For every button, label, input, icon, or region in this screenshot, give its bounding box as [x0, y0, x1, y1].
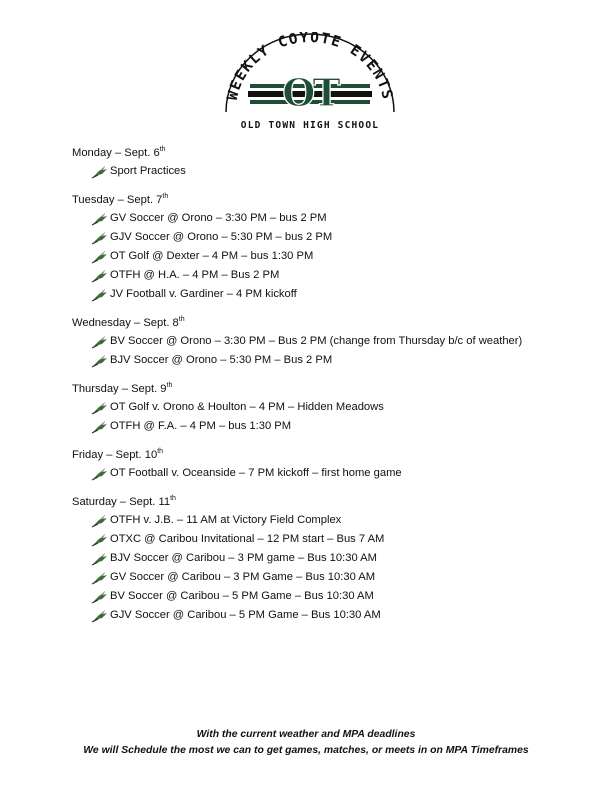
day-section [72, 447, 572, 483]
coyote-icon [90, 532, 108, 548]
event-text: GV Soccer @ Orono – 3:30 PM – bus 2 PM [110, 212, 327, 224]
coyote-icon [90, 589, 108, 605]
coyote-icon [90, 287, 108, 303]
ordinal-suffix: th [170, 495, 176, 502]
day-section [72, 494, 572, 625]
coyote-icon [90, 551, 108, 567]
event-text: OTXC @ Caribou Invitational – 12 PM start – Bus 7 AM [110, 533, 385, 545]
event-item [72, 606, 572, 625]
logo-arc-text: WEEKLY COYOTE EVENTS [224, 32, 396, 102]
event-text: OT Football v. Oceanside – 7 PM kickoff – first home game [110, 467, 402, 479]
day-heading [72, 192, 572, 209]
coyote-icon [90, 513, 108, 529]
event-item [72, 285, 572, 304]
day-heading [72, 447, 572, 464]
coyote-icon [90, 353, 108, 369]
event-text: GJV Soccer @ Caribou – 5 PM Game – Bus 10:30 AM [110, 609, 381, 621]
coyote-icon [90, 419, 108, 435]
event-text: OTFH @ H.A. – 4 PM – Bus 2 PM [110, 269, 280, 281]
day-heading-text: Monday – Sept. 6 [72, 147, 160, 159]
logo-monogram: OT [282, 70, 338, 115]
day-section [72, 381, 572, 436]
event-item [72, 266, 572, 285]
coyote-icon [90, 466, 108, 482]
event-item [72, 417, 572, 436]
event-item [72, 162, 572, 181]
ordinal-suffix: th [157, 448, 164, 455]
logo-graphic [222, 32, 398, 136]
event-text: BJV Soccer @ Caribou – 3 PM game – Bus 10:30 AM [110, 552, 377, 564]
day-heading-text: Tuesday – Sept. 7 [72, 194, 163, 206]
event-text: OTFH @ F.A. – 4 PM – bus 1:30 PM [110, 420, 292, 432]
coyote-icon [90, 334, 108, 350]
event-text: GJV Soccer @ Orono – 5:30 PM – bus 2 PM [110, 231, 333, 243]
event-item [72, 332, 572, 351]
day-heading-text: Wednesday – Sept. 8 [72, 317, 179, 329]
events-list [72, 145, 572, 636]
day-heading [72, 381, 572, 398]
logo-school-name: OLD TOWN HIGH SCHOOL [240, 120, 380, 131]
event-item [72, 247, 572, 266]
ordinal-suffix: th [162, 193, 169, 200]
day-heading [72, 494, 572, 511]
event-item [72, 209, 572, 228]
day-heading-text: Thursday – Sept. 9 [72, 383, 167, 395]
day-section [72, 192, 572, 304]
event-item [72, 398, 572, 417]
coyote-icon [90, 268, 108, 284]
coyote-icon [90, 608, 108, 624]
coyote-icon [90, 164, 108, 180]
event-item [72, 464, 572, 483]
weekly-coyote-events-logo [222, 32, 398, 136]
event-item [72, 511, 572, 530]
event-item [72, 587, 572, 606]
day-heading [72, 315, 572, 332]
day-heading-text: Saturday – Sept. 11 [72, 496, 171, 508]
ordinal-suffix: th [178, 316, 185, 323]
event-text: OTFH v. J.B. – 11 AM at Victory Field Complex [110, 514, 342, 526]
coyote-icon [90, 400, 108, 416]
event-text: OT Golf v. Orono & Houlton – 4 PM – Hidden Meadows [110, 401, 384, 413]
event-item [72, 351, 572, 370]
footer-note [0, 727, 612, 759]
ordinal-suffix: th [166, 382, 173, 389]
event-text: BV Soccer @ Orono – 3:30 PM – Bus 2 PM (change from Thursday b/c of weather) [110, 335, 523, 347]
footer-line-1: With the current weather and MPA deadlines [196, 729, 416, 740]
coyote-icon [90, 230, 108, 246]
day-heading-text: Friday – Sept. 10 [72, 449, 158, 461]
coyote-icon [90, 570, 108, 586]
event-item [72, 568, 572, 587]
event-text: GV Soccer @ Caribou – 3 PM Game – Bus 10:30 AM [110, 571, 376, 583]
day-section [72, 145, 572, 181]
footer-line-2: We will Schedule the most we can to get games, matches, or meets in on MPA Timeframes [83, 745, 529, 756]
day-heading [72, 145, 572, 162]
ordinal-suffix: th [159, 146, 166, 153]
event-text: Sport Practices [110, 165, 186, 177]
coyote-icon [90, 249, 108, 265]
coyote-icon [90, 211, 108, 227]
event-text: BV Soccer @ Caribou – 5 PM Game – Bus 10:30 AM [110, 590, 374, 602]
event-text: OT Golf @ Dexter – 4 PM – bus 1:30 PM [110, 250, 314, 262]
event-item [72, 549, 572, 568]
day-section [72, 315, 572, 370]
event-text: BJV Soccer @ Orono – 5:30 PM – Bus 2 PM [110, 354, 333, 366]
event-item [72, 228, 572, 247]
event-text: JV Football v. Gardiner – 4 PM kickoff [110, 288, 297, 300]
event-item [72, 530, 572, 549]
